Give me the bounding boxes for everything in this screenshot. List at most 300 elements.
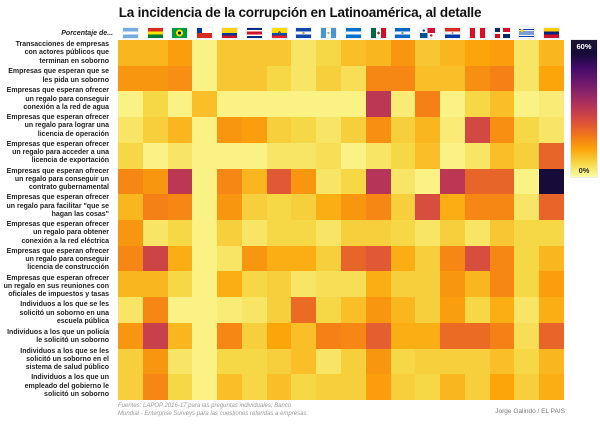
heatmap-grid [118, 40, 564, 400]
heatmap-cell [192, 143, 217, 169]
heatmap-cell [490, 169, 515, 195]
heatmap-cell [192, 323, 217, 349]
heatmap-cell [192, 194, 217, 220]
heatmap-cell [192, 297, 217, 323]
heatmap-cell [316, 91, 341, 117]
heatmap-cell [242, 117, 267, 143]
heatmap-cell [391, 66, 416, 92]
heatmap-cell [118, 143, 143, 169]
heatmap-cell [341, 323, 366, 349]
flag-icon-chile [197, 28, 212, 38]
heatmap-cell [415, 91, 440, 117]
heatmap-cell [192, 220, 217, 246]
heatmap-cell [291, 143, 316, 169]
heatmap-cell [316, 194, 341, 220]
heatmap-cell [366, 349, 391, 375]
heatmap-cell [539, 194, 564, 220]
row-label: Empresas que esperan que se les pida un soborno [8, 68, 109, 84]
heatmap-cell [267, 117, 292, 143]
heatmap-cell [366, 374, 391, 400]
heatmap-cell [514, 91, 539, 117]
row-label: Empresas que esperan ofrecer un regalo para obtener conexión a la red eléctrica [6, 221, 109, 245]
heatmap-cell [465, 323, 490, 349]
heatmap-cell [341, 66, 366, 92]
flag-cell [440, 27, 465, 39]
heatmap-cell [366, 143, 391, 169]
heatmap-cell [490, 349, 515, 375]
heatmap-cell [291, 169, 316, 195]
heatmap-cell [391, 349, 416, 375]
heatmap-cell [267, 349, 292, 375]
heatmap-cell [465, 169, 490, 195]
heatmap-cell [217, 349, 242, 375]
heatmap-cell [316, 117, 341, 143]
flag-cell [465, 27, 490, 39]
heatmap-cell [217, 271, 242, 297]
heatmap-cell [242, 91, 267, 117]
heatmap-cell [118, 117, 143, 143]
heatmap-cell [267, 91, 292, 117]
heatmap-cell [267, 297, 292, 323]
heatmap-cell [415, 143, 440, 169]
heatmap-cell [143, 220, 168, 246]
heatmap-cell [242, 271, 267, 297]
heatmap-cell [168, 117, 193, 143]
flag-icon-rep-blica-dominicana [495, 28, 510, 38]
heatmap-cell [192, 169, 217, 195]
flag-cell [515, 27, 540, 39]
heatmap-cell [217, 374, 242, 400]
heatmap-cell [465, 117, 490, 143]
row-label: Individuos a los que un policía le solicitó un soborno [7, 328, 109, 344]
heatmap-cell [465, 220, 490, 246]
heatmap-cell [490, 323, 515, 349]
heatmap-cell [514, 220, 539, 246]
row-label: Individuos a los que se les solicitó un soborno en una escuela pública [19, 301, 109, 325]
heatmap-cell [366, 194, 391, 220]
flag-icon-paraguay [445, 28, 460, 38]
heatmap-cell [291, 323, 316, 349]
flag-cell [490, 27, 515, 39]
heatmap-cell [366, 169, 391, 195]
flag-cell [192, 27, 217, 39]
heatmap-cell [490, 91, 515, 117]
flag-cell [217, 27, 242, 39]
heatmap-cell [316, 40, 341, 66]
heatmap-cell [168, 323, 193, 349]
heatmap-cell [539, 246, 564, 272]
heatmap-cell [490, 40, 515, 66]
heatmap-cell [490, 143, 515, 169]
heatmap-cell [415, 271, 440, 297]
heatmap-cell [490, 271, 515, 297]
sources-line2: Mundial - Enterprise Surveys para las cuestiones referidas a empresas. [118, 410, 309, 417]
heatmap-cell [143, 323, 168, 349]
heatmap-cell [391, 220, 416, 246]
heatmap-cell [465, 297, 490, 323]
heatmap-cell [514, 194, 539, 220]
heatmap-cell [341, 169, 366, 195]
legend-max-label: 60% [576, 42, 592, 51]
flag-cell [118, 27, 143, 39]
row-label: Empresas que esperan ofrecer un regalo para conseguir conexión a la red de agua [6, 87, 109, 111]
heatmap-cell [465, 91, 490, 117]
heatmap-cell [192, 66, 217, 92]
heatmap-cell [440, 169, 465, 195]
heatmap-cell [143, 297, 168, 323]
heatmap-cell [143, 40, 168, 66]
heatmap-cell [192, 374, 217, 400]
heatmap-cell [415, 297, 440, 323]
percentage-note: Porcentaje de... [61, 30, 113, 37]
heatmap-cell [539, 66, 564, 92]
heatmap-cell [440, 143, 465, 169]
heatmap-cell [415, 169, 440, 195]
heatmap-cell [391, 323, 416, 349]
heatmap-cell [217, 143, 242, 169]
heatmap-cell [341, 349, 366, 375]
flag-icon-brasil [172, 28, 187, 38]
heatmap-cell [465, 66, 490, 92]
heatmap-cell [514, 143, 539, 169]
heatmap-cell [217, 246, 242, 272]
heatmap-cell [118, 220, 143, 246]
heatmap-cell [539, 374, 564, 400]
heatmap-cell [168, 271, 193, 297]
heatmap-cell [291, 271, 316, 297]
author-credit: Jorge Galindo / EL PAIS [495, 408, 565, 415]
heatmap-cell [341, 220, 366, 246]
heatmap-cell [366, 117, 391, 143]
heatmap-cell [168, 297, 193, 323]
heatmap-cell [341, 297, 366, 323]
heatmap-cell [168, 220, 193, 246]
heatmap-cell [440, 117, 465, 143]
heatmap-cell [366, 323, 391, 349]
heatmap-cell [217, 220, 242, 246]
heatmap-cell [465, 194, 490, 220]
flag-icon-colombia [222, 28, 237, 38]
heatmap-cell [267, 66, 292, 92]
heatmap-cell [217, 297, 242, 323]
heatmap-cell [118, 194, 143, 220]
heatmap-cell [440, 66, 465, 92]
heatmap-cell [391, 169, 416, 195]
heatmap-cell [291, 66, 316, 92]
flag-cell [539, 27, 564, 39]
heatmap-cell [267, 169, 292, 195]
heatmap-cell [415, 220, 440, 246]
heatmap-cell [143, 117, 168, 143]
heatmap-cell [242, 349, 267, 375]
heatmap-cell [316, 297, 341, 323]
heatmap-cell [192, 271, 217, 297]
heatmap-cell [539, 40, 564, 66]
heatmap-cell [242, 220, 267, 246]
row-label: Empresas que esperan ofrecer un regalo para conseguir licencia de construcción [6, 247, 109, 272]
heatmap-cell [366, 66, 391, 92]
heatmap-cell [168, 66, 193, 92]
heatmap-cell [291, 297, 316, 323]
heatmap-cell [291, 40, 316, 66]
flag-icon-uruguay [519, 28, 534, 38]
row-label: Individuos a los que se les solicitó un soborno en el sistema de salud público [20, 347, 109, 371]
flag-icon-bolivia [148, 28, 163, 38]
row-labels-column [0, 40, 113, 400]
heatmap-cell [143, 374, 168, 400]
heatmap-cell [514, 40, 539, 66]
heatmap-cell [341, 40, 366, 66]
heatmap-cell [539, 271, 564, 297]
heatmap-cell [267, 323, 292, 349]
heatmap-cell [465, 143, 490, 169]
heatmap-cell [118, 40, 143, 66]
heatmap-cell [168, 169, 193, 195]
heatmap-cell [242, 297, 267, 323]
heatmap-cell [440, 40, 465, 66]
heatmap-cell [316, 349, 341, 375]
heatmap-cell [465, 349, 490, 375]
heatmap-cell [465, 40, 490, 66]
heatmap-cell [415, 374, 440, 400]
row-label: Empresas que esperan ofrecer un regalo para facilitar "que se hagan las cosas" [6, 194, 109, 218]
heatmap-cell [267, 40, 292, 66]
heatmap-cell [415, 323, 440, 349]
heatmap-cell [391, 271, 416, 297]
heatmap-cell [391, 91, 416, 117]
heatmap-cell [490, 194, 515, 220]
heatmap-cell [168, 194, 193, 220]
heatmap-cell [440, 246, 465, 272]
heatmap-cell [217, 194, 242, 220]
heatmap-cell [440, 297, 465, 323]
heatmap-cell [316, 169, 341, 195]
heatmap-cell [391, 117, 416, 143]
heatmap-cell [514, 66, 539, 92]
heatmap-cell [391, 297, 416, 323]
heatmap-cell [490, 374, 515, 400]
heatmap-cell [514, 323, 539, 349]
heatmap-cell [316, 246, 341, 272]
heatmap-cell [267, 220, 292, 246]
heatmap-cell [366, 91, 391, 117]
heatmap-cell [366, 246, 391, 272]
flag-icon-honduras [346, 28, 361, 38]
heatmap-cell [267, 271, 292, 297]
heatmap-cell [391, 194, 416, 220]
row-label: Empresas que esperan ofrecer un regalo para conseguir un contrato gubernamental [6, 167, 109, 191]
heatmap-cell [217, 40, 242, 66]
heatmap-cell [514, 246, 539, 272]
heatmap-cell [118, 66, 143, 92]
heatmap-cell [415, 246, 440, 272]
chart-title: La incidencia de la corrupción en Latinoamérica, al detalle [118, 5, 482, 20]
heatmap-cell [168, 246, 193, 272]
heatmap-cell [143, 91, 168, 117]
flag-cell [366, 27, 391, 39]
flag-cell [341, 27, 366, 39]
heatmap-cell [341, 143, 366, 169]
heatmap-cell [143, 194, 168, 220]
heatmap-cell [143, 271, 168, 297]
heatmap-cell [415, 117, 440, 143]
flag-cell [391, 27, 416, 39]
row-label: Empresas que esperan ofrecer un regalo para acceder a una licencia de exportación [6, 140, 109, 165]
heatmap-cell [514, 117, 539, 143]
heatmap-cell [217, 323, 242, 349]
heatmap-cell [539, 117, 564, 143]
heatmap-cell [118, 91, 143, 117]
row-label: Transacciones de empresas con actores públicos que terminan en soborno [15, 41, 109, 65]
heatmap-cell [440, 220, 465, 246]
heatmap-cell [440, 349, 465, 375]
heatmap-cell [316, 143, 341, 169]
heatmap-cell [217, 66, 242, 92]
heatmap-cell [118, 246, 143, 272]
flag-icon-el-salvador [296, 28, 311, 38]
heatmap-cell [291, 117, 316, 143]
heatmap-cell [118, 169, 143, 195]
heatmap-cell [291, 220, 316, 246]
color-scale-legend [571, 40, 597, 177]
heatmap-cell [539, 297, 564, 323]
heatmap-cell [291, 349, 316, 375]
heatmap-cell [440, 271, 465, 297]
heatmap-cell [440, 374, 465, 400]
heatmap-cell [118, 271, 143, 297]
heatmap-cell [192, 117, 217, 143]
heatmap-cell [217, 91, 242, 117]
heatmap-cell [242, 323, 267, 349]
heatmap-cell [415, 194, 440, 220]
flag-cell [316, 27, 341, 39]
heatmap-cell [242, 194, 267, 220]
heatmap-cell [143, 143, 168, 169]
heatmap-cell [242, 246, 267, 272]
heatmap-cell [490, 117, 515, 143]
heatmap-cell [192, 91, 217, 117]
heatmap-cell [291, 374, 316, 400]
heatmap-cell [291, 91, 316, 117]
heatmap-cell [440, 194, 465, 220]
row-label: Empresas que esperan ofrecer un regalo en sus reuniones con oficiales de impuestos y tasas [3, 274, 109, 298]
flag-icon-nicaragua [395, 28, 410, 38]
heatmap-cell [316, 271, 341, 297]
heatmap-cell [415, 66, 440, 92]
heatmap-cell [366, 220, 391, 246]
heatmap-cell [514, 349, 539, 375]
heatmap-cell [539, 323, 564, 349]
heatmap-cell [217, 169, 242, 195]
flag-icon-argentina [123, 28, 138, 38]
heatmap-cell [341, 374, 366, 400]
heatmap-cell [143, 349, 168, 375]
heatmap-cell [168, 143, 193, 169]
heatmap-cell [415, 40, 440, 66]
heatmap-cell [465, 374, 490, 400]
flag-icon-panam- [420, 28, 435, 38]
heatmap-cell [440, 323, 465, 349]
heatmap-cell [316, 374, 341, 400]
heatmap-cell [539, 169, 564, 195]
heatmap-cell [316, 220, 341, 246]
heatmap-cell [341, 271, 366, 297]
heatmap-cell [341, 91, 366, 117]
heatmap-cell [168, 40, 193, 66]
sources-line1: Fuentes: LAPOP 2016-17 para las preguntas individuales; Banco [118, 403, 292, 409]
heatmap-cell [490, 66, 515, 92]
flag-cell [415, 27, 440, 39]
heatmap-cell [168, 91, 193, 117]
heatmap-cell [415, 349, 440, 375]
heatmap-cell [440, 91, 465, 117]
flag-icon-guatemala [321, 28, 336, 38]
heatmap-cell [391, 143, 416, 169]
flag-cell [291, 27, 316, 39]
heatmap-cell [118, 374, 143, 400]
heatmap-cell [143, 66, 168, 92]
flag-cell [143, 27, 168, 39]
heatmap-cell [192, 349, 217, 375]
heatmap-cell [291, 246, 316, 272]
heatmap-cell [341, 117, 366, 143]
heatmap-cell [267, 194, 292, 220]
heatmap-cell [242, 374, 267, 400]
heatmap-cell [465, 246, 490, 272]
heatmap-cell [242, 40, 267, 66]
heatmap-cell [341, 194, 366, 220]
heatmap-cell [118, 297, 143, 323]
heatmap-cell [514, 374, 539, 400]
heatmap-cell [490, 246, 515, 272]
heatmap-cell [168, 349, 193, 375]
country-flags-header [118, 27, 564, 39]
heatmap-cell [465, 271, 490, 297]
heatmap-cell [514, 271, 539, 297]
heatmap-cell [539, 143, 564, 169]
heatmap-cell [143, 246, 168, 272]
heatmap-cell [366, 40, 391, 66]
heatmap-cell [217, 117, 242, 143]
heatmap-cell [316, 66, 341, 92]
flag-cell [242, 27, 267, 39]
heatmap-cell [267, 374, 292, 400]
heatmap-cell [391, 374, 416, 400]
heatmap-cell [192, 246, 217, 272]
heatmap-cell [514, 169, 539, 195]
heatmap-cell [291, 194, 316, 220]
heatmap-cell [539, 349, 564, 375]
flag-icon-venezuela [544, 28, 559, 38]
flag-cell [267, 27, 292, 39]
row-label: Individuos a los que un empleado del gobierno le solicitó un soborno [24, 374, 109, 398]
heatmap-cell [242, 66, 267, 92]
heatmap-cell [539, 91, 564, 117]
flag-icon-costa-rica [247, 28, 262, 38]
flag-cell [168, 27, 193, 39]
flag-icon-per- [470, 28, 485, 38]
heatmap-cell [192, 40, 217, 66]
heatmap-cell [341, 246, 366, 272]
heatmap-cell [316, 323, 341, 349]
heatmap-cell [267, 246, 292, 272]
heatmap-cell [490, 297, 515, 323]
heatmap-cell [366, 297, 391, 323]
sources-note [118, 403, 308, 419]
legend-min-label: 0% [578, 166, 590, 175]
row-label: Empresas que esperan ofrecer un regalo para lograr una licencia de operación [6, 114, 109, 138]
heatmap-cell [391, 246, 416, 272]
